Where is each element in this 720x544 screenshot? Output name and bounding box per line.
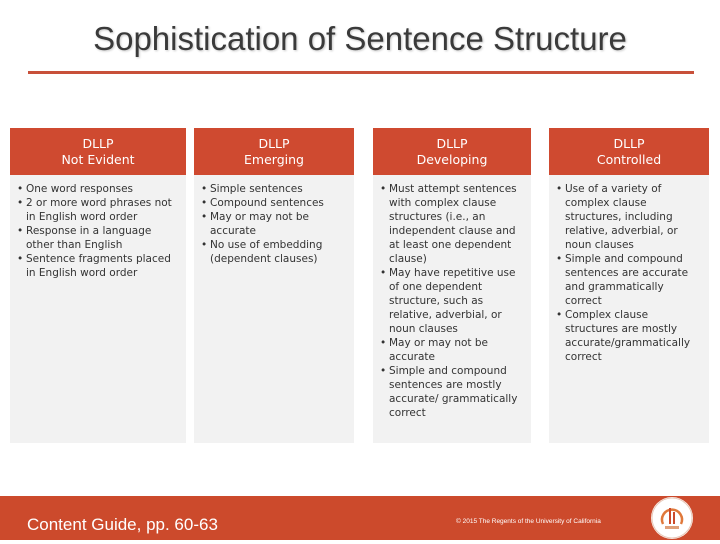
column-header-line2: Developing bbox=[416, 151, 488, 167]
list-item: • Use of a variety of complex clause structures, including relative, adverbial, or noun clauses bbox=[552, 182, 701, 252]
column-header-line1: DLLP bbox=[258, 135, 290, 151]
list-item: • May or may not be accurate bbox=[197, 210, 346, 238]
list-item: • Simple sentences bbox=[197, 182, 346, 196]
title-underline bbox=[28, 71, 694, 74]
list-item: • Must attempt sentences with complex clause structures (i.e., an independent clause and at least one dependent clause) bbox=[376, 182, 523, 266]
column-body-controlled bbox=[549, 175, 709, 443]
list-item: • Response in a language other than English bbox=[13, 224, 178, 252]
logo-icon bbox=[651, 497, 693, 539]
column-header-line1: DLLP bbox=[82, 135, 114, 151]
footer-bar bbox=[0, 496, 720, 540]
column-header-not-evident bbox=[10, 128, 186, 175]
column-header-line2: Emerging bbox=[244, 151, 304, 167]
list-item: • One word responses bbox=[13, 182, 178, 196]
column-header-line2: Not Evident bbox=[61, 151, 135, 167]
column-body-developing bbox=[373, 175, 531, 443]
footer-reference: Content Guide, pp. 60-63 bbox=[27, 515, 218, 534]
column-header-line2: Controlled bbox=[596, 151, 662, 167]
column-header-line1: DLLP bbox=[436, 135, 468, 151]
slide-title: Sophistication of Sentence Structure bbox=[93, 20, 627, 57]
list-item: • 2 or more word phrases not in English word order bbox=[13, 196, 178, 224]
list-item: • Sentence fragments placed in English word order bbox=[13, 252, 178, 280]
list-item: • Simple and compound sentences are mostly accurate/ grammatically correct bbox=[376, 364, 523, 420]
column-body-emerging bbox=[194, 175, 354, 443]
list-item: • May or may not be accurate bbox=[376, 336, 523, 364]
list-item: • Complex clause structures are mostly accurate/grammatically correct bbox=[552, 308, 701, 364]
column-header-controlled bbox=[549, 128, 709, 175]
list-item: • May have repetitive use of one dependent structure, such as relative, adverbial, or noun clauses bbox=[376, 266, 523, 336]
column-header-developing bbox=[373, 128, 531, 175]
column-header-emerging bbox=[194, 128, 354, 175]
list-item: • Simple and compound sentences are accurate and grammatically correct bbox=[552, 252, 701, 308]
organization-logo bbox=[651, 497, 693, 539]
copyright-text: © 2015 The Regents of the University of California bbox=[456, 518, 601, 525]
list-item: • Compound sentences bbox=[197, 196, 346, 210]
column-body-not-evident bbox=[10, 175, 186, 443]
column-header-line1: DLLP bbox=[613, 135, 645, 151]
list-item: • No use of embedding (dependent clauses) bbox=[197, 238, 346, 266]
